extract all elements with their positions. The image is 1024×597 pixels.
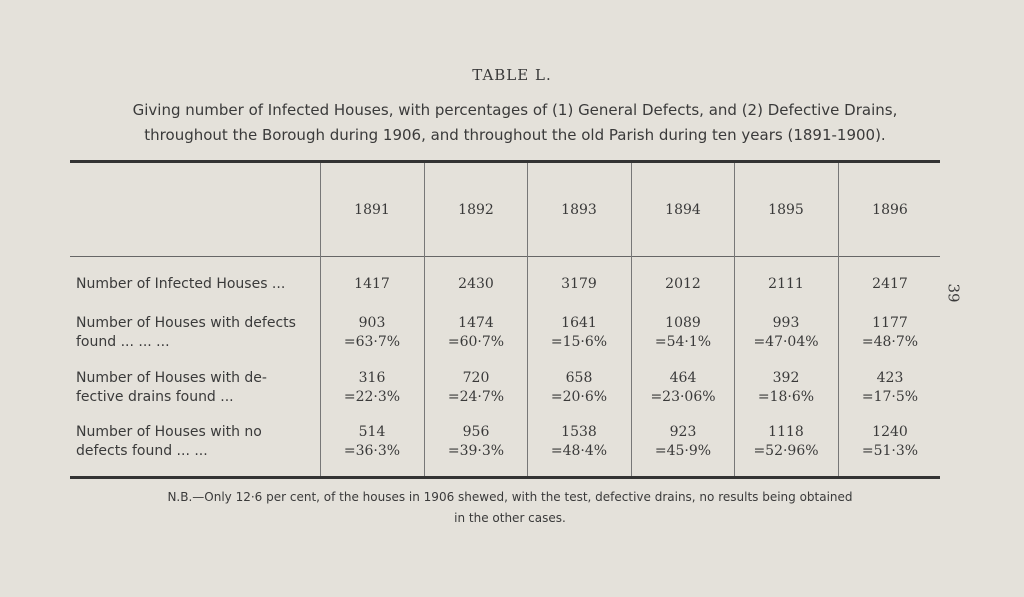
- table-cell: 392 =18·6%: [757, 370, 815, 405]
- year-header: 1896: [872, 202, 908, 218]
- table-cell: 903 =63·7%: [343, 315, 401, 350]
- table-cell: 2012: [665, 276, 701, 292]
- subtitle-line-1: Giving number of Infected Houses, with percentages of (1) General Defects, and (2) Defective Drains,: [132, 101, 898, 119]
- year-header: 1891: [354, 202, 390, 218]
- table-title: TABLE L.: [472, 66, 552, 84]
- table-cell: 1474 =60·7%: [447, 315, 505, 350]
- table-bottom-rule: [70, 476, 940, 479]
- table-cell: 720 =24·7%: [447, 370, 505, 405]
- footnote: [90, 487, 930, 529]
- year-header: 1892: [458, 202, 494, 218]
- table-cell: 423 =17·5%: [861, 370, 919, 405]
- table-cell: 1118 =52·96%: [753, 424, 819, 459]
- table-cell: 2111: [768, 276, 804, 292]
- subtitle-line-2: throughout the Borough during 1906, and throughout the old Parish during ten years (1891-1900).: [144, 126, 886, 144]
- row-label-no-defects: Number of Houses with no defects found ... ...: [76, 424, 262, 459]
- row-label-houses-with-defects: Number of Houses with defects found ... ... ...: [76, 315, 296, 350]
- table-cell: 514 =36·3%: [343, 424, 401, 459]
- table-cell: 1417: [354, 276, 390, 292]
- year-header: 1895: [768, 202, 804, 218]
- table-subtitle: [70, 98, 960, 148]
- page-number: 39: [944, 283, 963, 303]
- table-cell: 464 =23·06%: [650, 370, 716, 405]
- table-cell: 658 =20·6%: [550, 370, 608, 405]
- footnote-line-1: N.B.—Only 12·6 per cent, of the houses in 1906 shewed, with the test, defective drains, no results being obtained: [167, 490, 853, 504]
- table-cell: 316 =22·3%: [343, 370, 401, 405]
- table-cell: 1177 =48·7%: [861, 315, 919, 350]
- footnote-line-2: in the other cases.: [454, 511, 566, 525]
- table-cell: 1240 =51·3%: [861, 424, 919, 459]
- table-cell: 2430: [458, 276, 494, 292]
- table-cell: 3179: [561, 276, 597, 292]
- table-cell: 956 =39·3%: [447, 424, 505, 459]
- table-cell: 1641 =15·6%: [550, 315, 608, 350]
- table-cell: 2417: [872, 276, 908, 292]
- row-label-defective-drains: Number of Houses with de- fective drains found ...: [76, 370, 267, 405]
- table-cell: 1089 =54·1%: [654, 315, 712, 350]
- table-top-rule: [70, 160, 940, 163]
- year-header: 1893: [561, 202, 597, 218]
- table-cell: 1538 =48·4%: [550, 424, 608, 459]
- row-label-infected-houses: Number of Infected Houses ...: [76, 276, 286, 292]
- table-cell: 993 =47·04%: [753, 315, 819, 350]
- year-header: 1894: [665, 202, 701, 218]
- table-cell: 923 =45·9%: [654, 424, 712, 459]
- header-divider-rule: [70, 256, 940, 257]
